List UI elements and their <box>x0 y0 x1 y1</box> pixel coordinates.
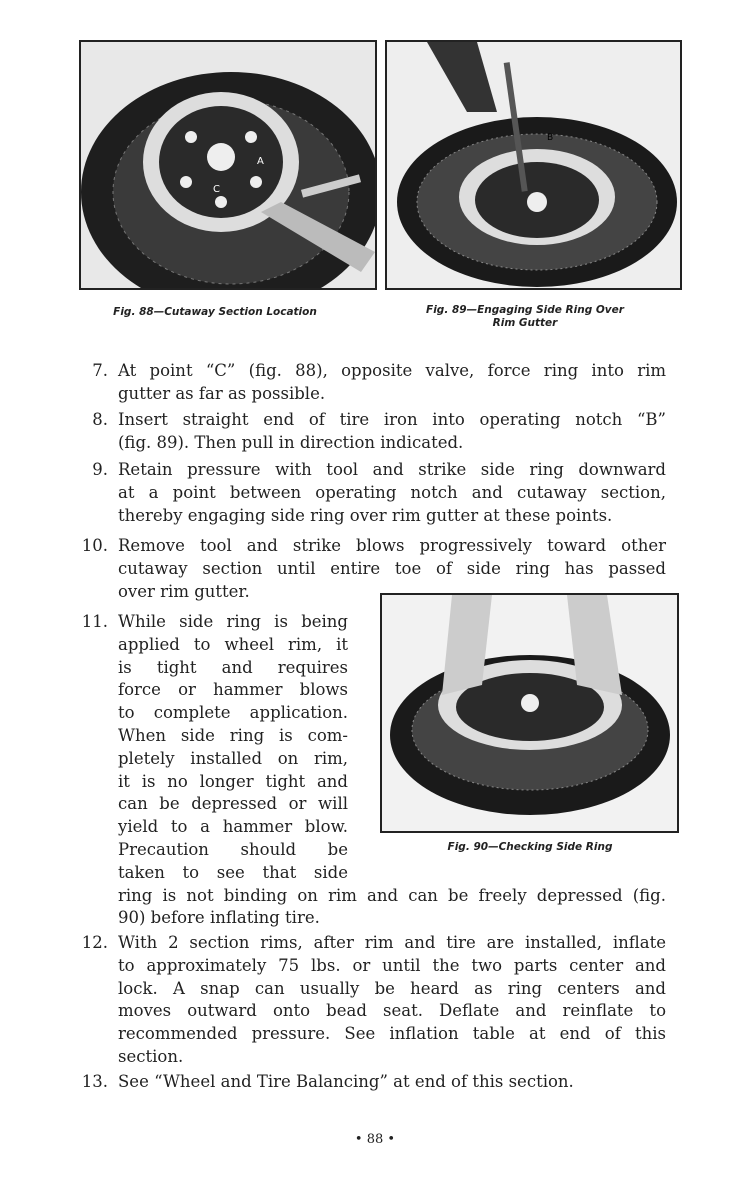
step-number: 9. <box>92 460 108 479</box>
step-text-line: pletely installed on rim, <box>118 748 348 768</box>
figure-label-a: A <box>257 156 264 167</box>
step-text-line: to approximately 75 lbs. or until the two parts center and <box>118 955 666 975</box>
step-text-line: (fig. 89). Then pull in direction indicated. <box>118 432 464 452</box>
step-text-line: it is no longer tight and <box>118 771 348 791</box>
step-text-line: With 2 section rims, after rim and tire are installed, inflate <box>118 933 666 952</box>
step-text-line: When side ring is com- <box>118 725 348 745</box>
page-number: • 88 • <box>354 1132 396 1147</box>
step-text-line: applied to wheel rim, it <box>118 634 348 654</box>
step-text-line: yield to a hammer blow. <box>118 817 348 837</box>
figure-89-caption <box>390 304 660 330</box>
figure-88-image <box>79 40 377 290</box>
step-number: 10. <box>81 536 108 555</box>
figure-label-b: B <box>547 133 554 143</box>
figure-90-caption: Fig. 90—Checking Side Ring <box>447 841 613 853</box>
step-number: 7. <box>92 361 108 380</box>
step-text-line: can be depressed or will <box>118 794 348 814</box>
step-number: 13. <box>81 1072 108 1091</box>
step-number: 8. <box>92 410 108 429</box>
step-text-line: Insert straight end of tire iron into operating notch “B” <box>118 410 666 429</box>
step-text-line: Retain pressure with tool and strike side ring downward <box>118 460 666 479</box>
step-text-line: lock. A snap can usually be heard as ring centers and <box>118 978 666 998</box>
step-text-line: force or hammer blows <box>118 680 348 700</box>
step-text-line: See “Wheel and Tire Balancing” at end of this section. <box>118 1072 574 1091</box>
step-text-line: Precaution should be <box>118 839 348 859</box>
step-text-line: cutaway section until entire toe of side ring has passed <box>118 558 666 578</box>
step-number: 12. <box>81 933 108 952</box>
step-text-line: recommended pressure. See inflation table at end of this <box>118 1024 666 1044</box>
tire-cutaway-illustration <box>81 42 375 288</box>
step-text-line: ring is not binding on rim and can be freely depressed (fig. <box>118 885 666 905</box>
figure-89-image <box>385 40 682 290</box>
step-text-line: At point “C” (fig. 88), opposite valve, force ring into rim <box>118 361 666 380</box>
step-text-line: taken to see that side <box>118 862 348 882</box>
step-text-line: is tight and requires <box>118 657 348 677</box>
step-text-line: over rim gutter. <box>118 581 250 601</box>
step-text-line: gutter as far as possible. <box>118 383 326 403</box>
figure-88-caption: Fig. 88—Cutaway Section Location <box>113 306 317 318</box>
step-text-line: 90) before inflating tire. <box>118 908 320 928</box>
step-text-line: Remove tool and strike blows progressively toward other <box>118 536 666 555</box>
step-text-line: at a point between operating notch and cutaway section, <box>118 482 666 502</box>
step-text-line: section. <box>118 1046 184 1066</box>
step-text-line: moves outward onto bead seat. Deflate and reinflate to <box>118 1001 666 1021</box>
figure-label-c: C <box>213 184 220 195</box>
step-number: 11. <box>81 612 108 631</box>
step-text-line: to complete application. <box>118 703 348 723</box>
step-text-line: While side ring is being <box>118 612 348 631</box>
tire-iron-illustration <box>387 42 680 288</box>
figure-89-caption-line: Rim Gutter <box>492 317 558 329</box>
figure-89-caption-line: Fig. 89—Engaging Side Ring Over <box>426 304 624 316</box>
step-text-line: thereby engaging side ring over rim gutter at these points. <box>118 505 613 525</box>
